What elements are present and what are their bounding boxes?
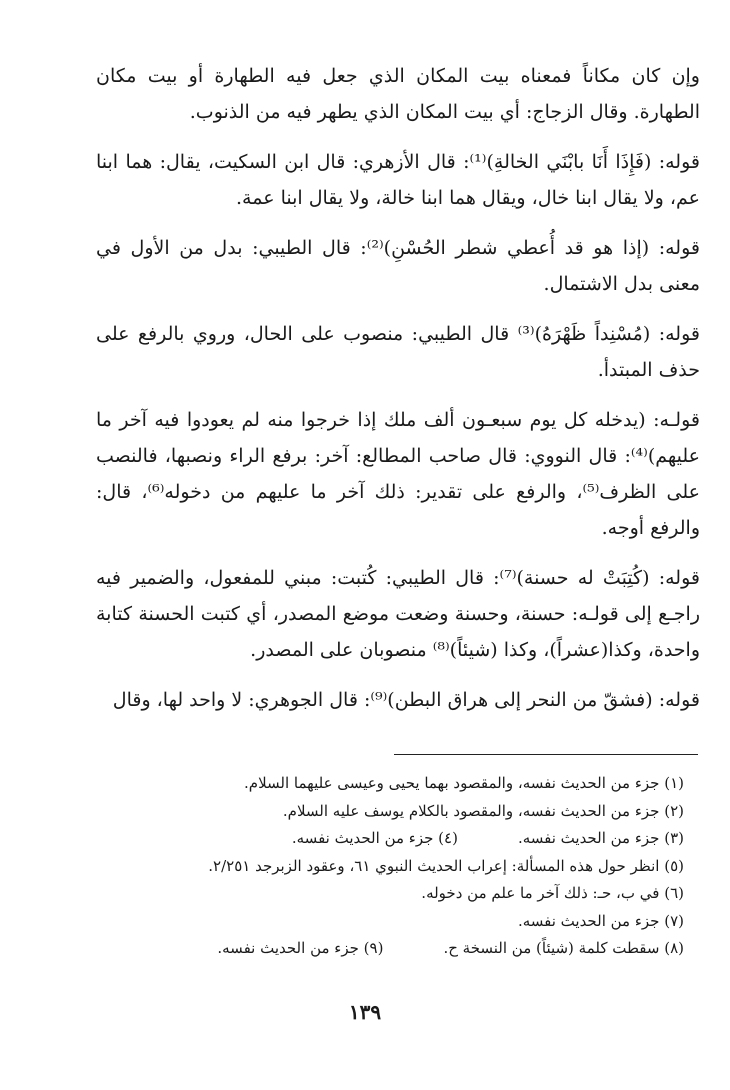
footnote-separator — [394, 754, 698, 755]
footnote-8: (٨) سقطت كلمة (شيئاً) من النسخة ح. — [443, 939, 684, 957]
footnote-3-4 — [96, 825, 684, 853]
footnotes — [96, 770, 684, 963]
paragraph-5: قولـه: (يدخله كل يوم سبعـون ألف ملك إذا خرجوا منه لم يعودوا فيه آخر ما عليهم)⁽⁴⁾: قال النووي: قال صاحب المطالع: آخر: برفع الراء ونصبها، فالنصب على الظرف⁽⁵⁾، والرفع على تقدير: ذلك آخر ما عليهم من دخوله⁽⁶⁾، قال: والرفع أوجه. — [96, 409, 700, 539]
footnote-8-9 — [96, 935, 684, 963]
footnote-2: (٢) جزء من الحديث نفسه، والمقصود بالكلام يوسف عليه السلام. — [282, 801, 684, 820]
paragraph-1: وإن كان مكاناً فمعناه بيت المكان الذي جعل فيه الطهارة أو بيت مكان الطهارة. وقال الزجاج: أي بيت المكان الذي يطهر فيه من الذنوب. — [96, 65, 700, 123]
footnote-1: (١) جزء من الحديث نفسه، والمقصود بهما يحيى وعيسى عليهما السلام. — [244, 774, 684, 792]
footnote-9: (٩) جزء من الحديث نفسه. — [217, 939, 384, 957]
footnote-4: (٤) جزء من الحديث نفسه. — [291, 829, 458, 847]
main-text — [96, 58, 700, 732]
footnote-7: (٧) جزء من الحديث نفسه. — [517, 911, 684, 930]
paragraph-6: قوله: (كُتِبَتْ له حسنة)⁽⁷⁾: قال الطيبي: كُتبت: مبني للمفعول، والضمير فيه راجـع إلى قولـه: حسنة، وحسنة وضعت موضع المصدر، أي كتبت الحسنة كتابة واحدة، وكذا(عشراً)، وكذا (شيئاً)⁽⁸⁾ منصوبان على المصدر. — [96, 567, 700, 661]
footnote-5: (٥) انظر حول هذه المسألة: إعراب الحديث النبوي ٦١، وعقود الزبرجد ٢/٢٥١. — [208, 856, 684, 875]
footnote-6: (٦) في ب، حـ: ذلك آخر ما علم من دخوله. — [421, 884, 684, 902]
paragraph-2: قوله: (فَإِذَا أَنَا بابْنَي الخالةِ)⁽¹⁾: قال الأزهري: قال ابن السكيت، يقال: هما ابنا عم، ولا يقال ابنا خال، ويقال هما ابنا خالة، ولا يقال ابنا عمة. — [96, 151, 700, 209]
page-number: ١٣٩ — [348, 1000, 382, 1024]
paragraph-4: قوله: (مُسْنِداً ظَهْرَهُ)⁽³⁾ قال الطيبي: منصوب على الحال، وروي بالرفع على حذف المبتدأ. — [96, 323, 700, 381]
paragraph-3: قوله: (إذا هو قد أُعطي شطر الحُسْنِ)⁽²⁾: قال الطيبي: بدل من الأول في معنى بدل الاشتمال. — [96, 237, 700, 295]
paragraph-7: قوله: (فشقّ من النحر إلى هراق البطن)⁽⁹⁾: قال الجوهري: لا واحد لها، وقال — [112, 689, 700, 711]
footnote-3: (٣) جزء من الحديث نفسه. — [517, 829, 684, 847]
